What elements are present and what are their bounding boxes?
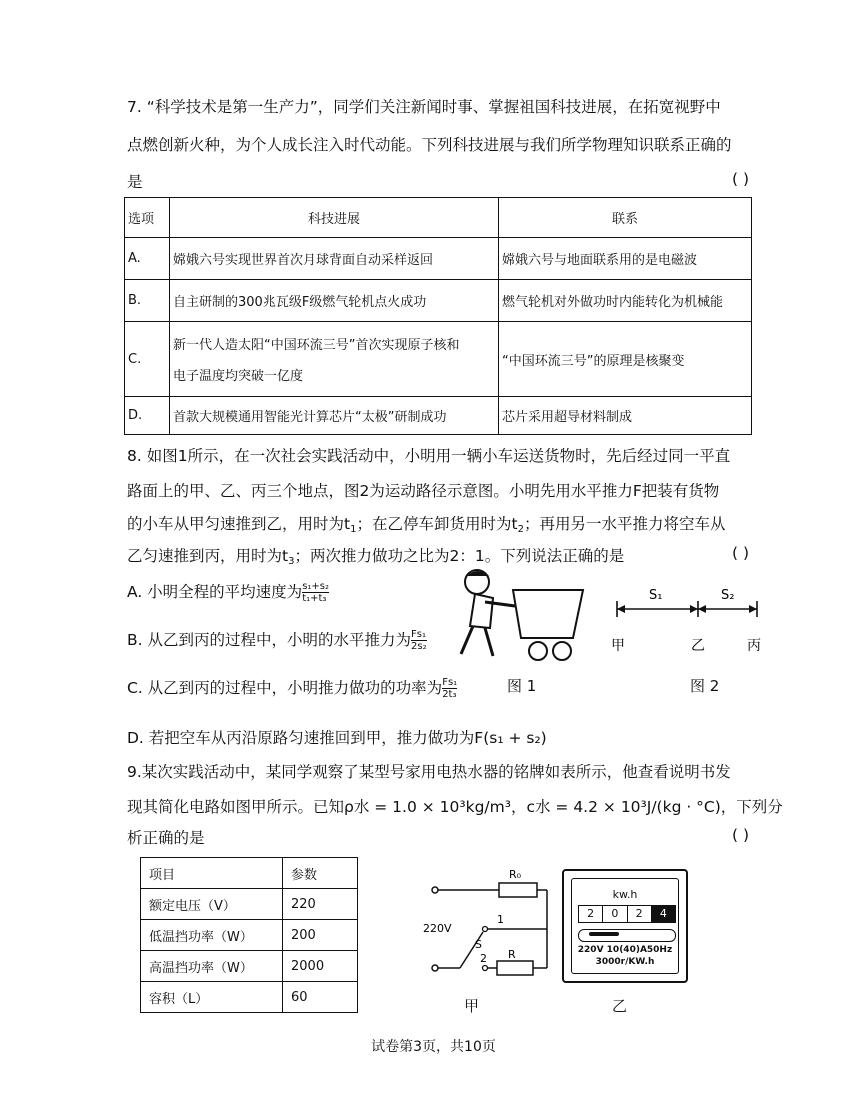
meter-spec-line1: 220V 10(40)A50Hz — [577, 945, 673, 955]
q7-header-link: 联系 — [499, 198, 752, 238]
q7-line2: 点燃创新火种，为个人成长注入时代动能。下列科技进展与我们所学物理知识联系正确的 — [127, 136, 732, 154]
q8-answer-paren: ( ) — [731, 544, 749, 562]
q9-answer-paren: ( ) — [731, 826, 749, 844]
q8-option-b-text: B. 从乙到丙的过程中，小明的水平推力为 — [127, 631, 411, 649]
q7-prog-d: 首款大规模通用智能光计算芯片“太极”研制成功 — [170, 397, 499, 435]
q8-line2: 路面上的甲、乙、丙三个地点，图2为运动路径示意图。小明先用水平推力F把装有货物 — [127, 482, 720, 500]
q9-row-value: 60 — [283, 982, 358, 1013]
q7-link-a: 嫦娥六号与地面联系用的是电磁波 — [499, 238, 752, 280]
frac-den: t₁+t₃ — [302, 593, 327, 604]
q9-row-label: 高温挡功率（W） — [141, 951, 283, 982]
q7-prog-a: 嫦娥六号实现世界首次月球背面自动采样返回 — [170, 238, 499, 280]
meter-caption: 乙 — [612, 997, 628, 1015]
label-s1: S₁ — [649, 588, 663, 603]
label-r0: R₀ — [509, 868, 522, 881]
label-jia: 甲 — [611, 638, 625, 654]
meter-digit: 2 — [579, 906, 603, 922]
q8-option-a-text: A. 小明全程的平均速度为 — [127, 583, 303, 601]
q7-opt-c: C. — [125, 322, 170, 397]
q8-line4b: ；两次推力做功之比为2：1。下列说法正确的是 — [294, 547, 625, 565]
q8-option-a-fraction — [302, 581, 329, 604]
label-contact-2: 2 — [480, 952, 487, 965]
q9-row-label: 容积（L） — [141, 982, 283, 1013]
meter-rotor-disk — [578, 929, 676, 942]
q8-option-c — [127, 676, 457, 700]
q9-line3: 析正确的是 — [127, 829, 205, 847]
q7-link-b: 燃气轮机对外做功时内能转化为机械能 — [499, 280, 752, 322]
q7-opt-b: B. — [125, 280, 170, 322]
label-220v: 220V — [423, 922, 452, 935]
q8-line3b: ；在乙停车卸货用时为t — [356, 515, 518, 533]
frac-num: Fs₁ — [411, 629, 426, 640]
meter-spec-line2: 3000r/KW.h — [595, 957, 655, 967]
q9-row-value: 2000 — [283, 951, 358, 982]
label-yi: 乙 — [691, 638, 705, 654]
q7-prog-c — [170, 322, 499, 397]
q9-row-value: 200 — [283, 920, 358, 951]
q7-table — [124, 197, 752, 435]
energy-meter — [562, 869, 688, 983]
label-switch-s: S — [475, 938, 482, 951]
q7-line3: 是 — [127, 173, 143, 191]
q8-option-c-fraction — [442, 677, 457, 700]
label-bing: 丙 — [747, 638, 761, 654]
page-footer: 试卷第3页，共10页 — [371, 1039, 496, 1055]
q7-link-d: 芯片采用超导材料制成 — [499, 397, 752, 435]
q8-line4a: 乙匀速推到丙，用时为t — [127, 547, 289, 565]
meter-digit: 0 — [603, 906, 627, 922]
q7-opt-a: A. — [125, 238, 170, 280]
q8-option-d: D. 若把空车从丙沿原路匀速推回到甲，推力做功为F(s₁ + s₂) — [127, 729, 547, 747]
q8-line1: 8. 如图1所示，在一次社会实践活动中，小明用一辆小车运送货物时，先后经过同一平直 — [127, 447, 731, 465]
frac-num: s₁+s₂ — [302, 581, 330, 592]
figure2-path — [605, 585, 770, 665]
meter-digits — [578, 905, 676, 923]
q9-header-param: 参数 — [283, 858, 358, 889]
label-s2: S₂ — [721, 588, 735, 603]
q7-line1: 7. “科学技术是第一生产力”，同学们关注新闻时事、掌握祖国科技进展，在拓宽视野中 — [127, 98, 721, 116]
frac-den: 2t₃ — [442, 689, 457, 700]
q9-line2: 现其简化电路如图甲所示。已知ρ水 = 1.0 × 10³kg/m³，c水 = 4.2 × 10³J/(kg · °C)，下列分 — [127, 798, 783, 816]
q9-row-label: 额定电压（V） — [141, 889, 283, 920]
label-contact-1: 1 — [497, 913, 504, 926]
meter-unit: kw.h — [612, 888, 638, 901]
figure1-caption: 图 1 — [507, 677, 537, 695]
q7-prog-c-line1: 新一代人造太阳“中国环流三号”首次实现原子核和 — [173, 338, 460, 353]
q7-header-progress: 科技进展 — [170, 198, 499, 238]
q7-link-c: “中国环流三号”的原理是核聚变 — [499, 322, 752, 397]
q7-prog-c-line2: 电子温度均突破一亿度 — [173, 369, 304, 384]
q9-nameplate-table — [140, 857, 358, 1013]
q8-option-b-fraction — [411, 629, 427, 652]
circuit-caption: 甲 — [464, 997, 480, 1015]
q7-answer-paren: ( ) — [731, 170, 749, 188]
meter-digit: 2 — [628, 906, 652, 922]
q8-line4: 乙匀速推到丙，用时为$t_3$；两次推力做功之比为2：1。下列说法正确的是 — [127, 547, 625, 567]
q8-line3c: ；再用另一水平推力将空车从 — [523, 515, 726, 533]
frac-num: Fs₁ — [442, 677, 458, 688]
q7-header-option: 选项 — [125, 198, 170, 238]
q8-line3: 的小车从甲匀速推到乙，用时为$t_1$；在乙停车卸货用时为$t_2$；再用另一水平推力将空车从 — [127, 515, 726, 535]
circuit-diagram — [415, 860, 565, 990]
meter-digit-decimal: 4 — [652, 906, 675, 922]
q8-option-b — [127, 628, 427, 652]
q9-row-value: 220 — [283, 889, 358, 920]
q7-opt-d: D. — [125, 397, 170, 435]
label-r: R — [508, 948, 516, 961]
q9-row-label: 低温挡功率（W） — [141, 920, 283, 951]
frac-den: 2s₂ — [411, 641, 427, 652]
q8-line3a: 的小车从甲匀速推到乙，用时为t — [127, 515, 351, 533]
figure1-boy-cart — [445, 566, 595, 666]
figure2-caption: 图 2 — [690, 677, 720, 695]
q9-line1: 9.某次实践活动中，某同学观察了某型号家用电热水器的铭牌如表所示，他查看说明书发 — [127, 763, 731, 781]
q8-option-c-text: C. 从乙到丙的过程中，小明推力做功的功率为 — [127, 679, 443, 697]
q9-header-item: 项目 — [141, 858, 283, 889]
q7-prog-b: 自主研制的300兆瓦级F级燃气轮机点火成功 — [170, 280, 499, 322]
q8-option-a — [127, 580, 329, 604]
